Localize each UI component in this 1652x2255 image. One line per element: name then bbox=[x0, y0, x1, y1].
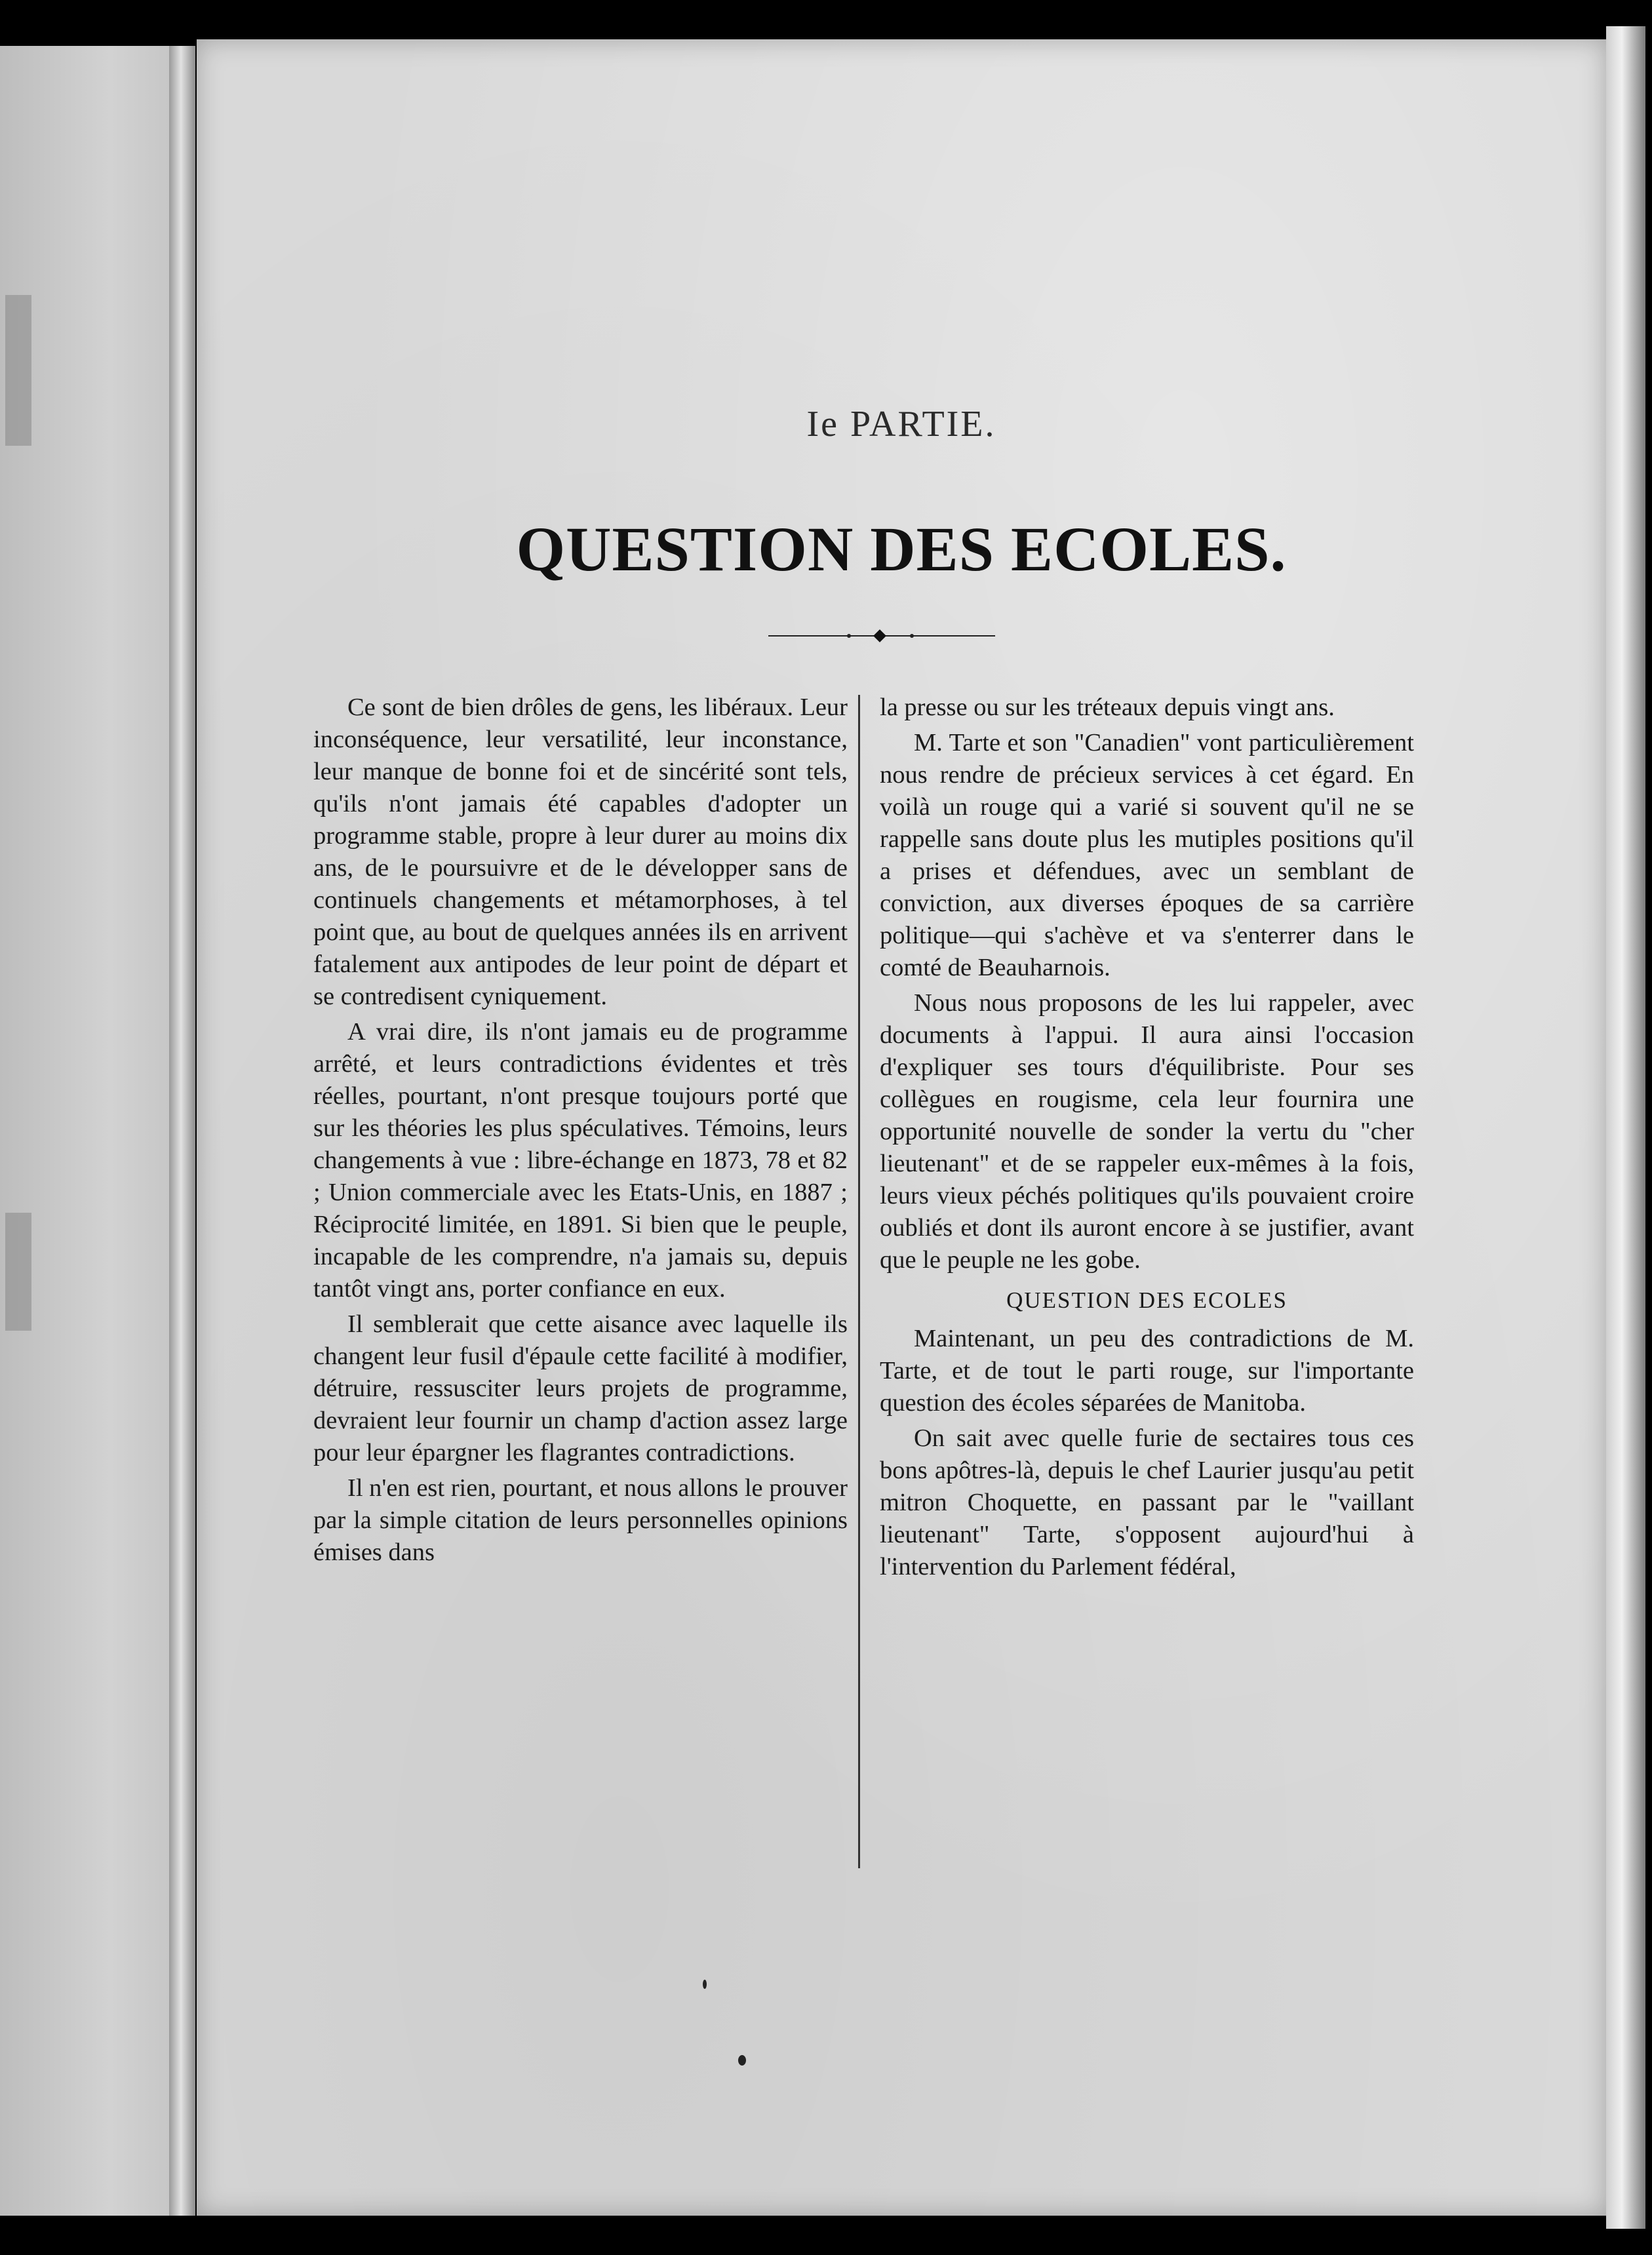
page-right-edge bbox=[1606, 26, 1645, 2229]
part-heading: Ie PARTIE. bbox=[806, 404, 996, 444]
title-ornament-rule bbox=[768, 631, 995, 641]
previous-page-edge bbox=[0, 46, 184, 2216]
body-paragraph: Il n'en est rien, pourtant, et nous allons le prouver par la simple citation de leurs personnelles opinions émises dans bbox=[313, 1474, 848, 1566]
ink-speck bbox=[738, 2055, 746, 2066]
column-divider bbox=[858, 695, 860, 1868]
body-paragraph: A vrai dire, ils n'ont jamais eu de programme arrêté, et leurs contradictions évidentes et très réelles, pourtant, n'ont presque toujours porté que sur les théories les plus spéculatives. Témoins, leurs changements à vue : libre-échange en 1873, 78 et 82 ; Union commerciale avec les Etats-Unis, en 1887 ; Réciprocité limitée, en 1891. Si bien que le peuple, incapable de les comprendre, n'a jamais su, depuis tantôt vingt ans, porter confiance en eux. bbox=[313, 1018, 848, 1303]
bleed-through-mark bbox=[5, 1213, 31, 1331]
right-text-column bbox=[880, 692, 1414, 1586]
body-paragraph: Ce sont de bien drôles de gens, les libéraux. Leur inconséquence, leur versatilité, leur inconstance, leur manque de bonne foi et de sincérité sont tels, qu'ils n'ont jamais été capables d'adopter un programme stable, propre à leur durer au moins dix ans, de le poursuivre et de le développer sans de continuels changements et métamorphoses, à tel point que, au bout de quelques années ils en arrivent fatalement aux antipodes de leur point de départ et se contredisent cyniquement. bbox=[313, 694, 848, 1010]
body-paragraph: M. Tarte et son "Canadien" vont particulièrement nous rendre de précieux services à cet égard. En voilà un rouge qui a varié si souvent qu'il ne se rappelle sans doute plus les mutiples positions qu'il a prises et défendues, avec un semblant de conviction, aux diverses époques de sa carrière politique—qui s'achève et va s'enterrer dans le comté de Beauharnois. bbox=[880, 729, 1414, 981]
section-subheading: QUESTION DES ECOLES bbox=[1006, 1287, 1288, 1313]
body-paragraph: Nous nous proposons de les lui rappeler, avec documents à l'appui. Il aura ainsi l'occasion d'expliquer ses tours d'équilibriste. Pour ses collègues en rougisme, cela leur fournira une opportunité nouvelle de sonder la vertu du "cher lieutenant" et de se rappeler eux-mêmes à la fois, leurs vieux péchés politiques qu'ils pouvaient croire oubliés et dont ils auront encore à se justifier, avant que le peuple ne les gobe. bbox=[880, 989, 1414, 1274]
page-title: QUESTION DES ECOLES. bbox=[516, 514, 1287, 584]
ornament-dot bbox=[847, 634, 851, 638]
page-gutter bbox=[169, 46, 195, 2216]
body-paragraph: On sait avec quelle furie de sectaires tous ces bons apôtres-là, depuis le chef Laurier jusqu'au petit mitron Choquette, en passant par le "vaillant lieutenant" Tarte, s'opposent aujourd'hui à l'intervention du Parlement fédéral, bbox=[880, 1424, 1414, 1580]
ink-speck bbox=[703, 1980, 707, 1989]
left-text-column bbox=[313, 692, 848, 1572]
body-paragraph: Il semblerait que cette aisance avec laquelle ils changent leur fusil d'épaule cette facilité à modifier, détruire, ressusciter leurs projets de programme, devraient leur fournir un champ d'action assez large pour leur épargner les flagrantes contradictions. bbox=[313, 1310, 848, 1466]
ornament-dot bbox=[910, 634, 914, 638]
body-paragraph: Maintenant, un peu des contradictions de M. Tarte, et de tout le parti rouge, sur l'importante question des écoles séparées de Manitoba. bbox=[880, 1325, 1414, 1417]
body-paragraph: la presse ou sur les tréteaux depuis vingt ans. bbox=[880, 694, 1335, 721]
bleed-through-mark bbox=[5, 295, 31, 446]
